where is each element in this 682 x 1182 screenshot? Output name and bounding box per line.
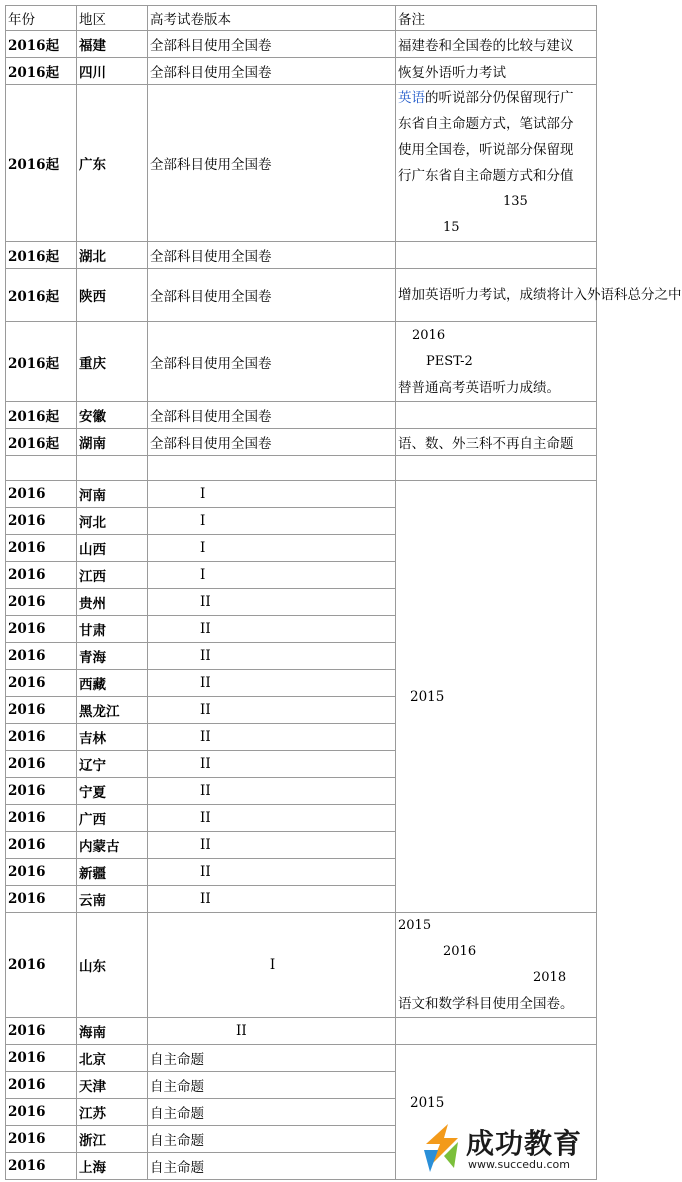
note-cell: 增加英语听力考试，成绩将计入外语科总分之中 bbox=[396, 269, 597, 322]
version-cell: 自主命题 bbox=[148, 1072, 396, 1099]
year-cell: 2016 bbox=[6, 1099, 77, 1126]
year-cell: 2016起 bbox=[6, 85, 77, 242]
note-number: 15 bbox=[443, 220, 460, 235]
empty-cell bbox=[148, 456, 396, 481]
header-version: 高考试卷版本 bbox=[148, 6, 396, 31]
note-cell bbox=[396, 85, 597, 242]
region-cell: 山东 bbox=[77, 913, 148, 1018]
year-cell: 2016 bbox=[6, 1045, 77, 1072]
region-cell: 江苏 bbox=[77, 1099, 148, 1126]
table-row bbox=[6, 269, 597, 322]
year-cell: 2016 bbox=[6, 1153, 77, 1180]
region-cell: 甘肃 bbox=[77, 616, 148, 643]
note-cell: 恢复外语听力考试 bbox=[396, 58, 597, 85]
note-cell: 2015 bbox=[396, 1045, 597, 1180]
year-cell: 2016 bbox=[6, 670, 77, 697]
year-cell: 2016 bbox=[6, 589, 77, 616]
year-cell: 2016 bbox=[6, 1018, 77, 1045]
region-cell: 内蒙古 bbox=[77, 832, 148, 859]
version-cell: II bbox=[148, 832, 396, 859]
table-row bbox=[6, 242, 597, 269]
note-line: 的听说部分仍保留现行广 bbox=[425, 90, 574, 106]
region-cell: 宁夏 bbox=[77, 778, 148, 805]
region-cell: 海南 bbox=[77, 1018, 148, 1045]
region-cell: 四川 bbox=[77, 58, 148, 85]
table-row bbox=[6, 31, 597, 58]
version-cell: 全部科目使用全国卷 bbox=[148, 322, 396, 402]
table-row bbox=[6, 58, 597, 85]
note-cell bbox=[396, 322, 597, 402]
version-cell: 自主命题 bbox=[148, 1153, 396, 1180]
year-cell: 2016 bbox=[6, 778, 77, 805]
note-line: PEST-2 bbox=[426, 353, 473, 369]
year-cell: 2016 bbox=[6, 913, 77, 1018]
empty-row bbox=[6, 456, 597, 481]
note-number: 135 bbox=[503, 194, 528, 209]
logo-icon bbox=[418, 1120, 464, 1176]
empty-cell bbox=[77, 456, 148, 481]
year-cell: 2016 bbox=[6, 508, 77, 535]
version-cell: 自主命题 bbox=[148, 1099, 396, 1126]
version-cell: II bbox=[148, 859, 396, 886]
year-cell: 2016 bbox=[6, 832, 77, 859]
year-cell: 2016 bbox=[6, 1126, 77, 1153]
table-row bbox=[6, 481, 597, 508]
year-cell: 2016起 bbox=[6, 402, 77, 429]
region-cell: 天津 bbox=[77, 1072, 148, 1099]
region-cell: 上海 bbox=[77, 1153, 148, 1180]
english-link[interactable]: 英语 bbox=[398, 90, 425, 106]
version-cell: 全部科目使用全国卷 bbox=[148, 402, 396, 429]
empty-cell bbox=[396, 456, 597, 481]
region-cell: 广西 bbox=[77, 805, 148, 832]
region-cell: 湖北 bbox=[77, 242, 148, 269]
region-cell: 西藏 bbox=[77, 670, 148, 697]
version-cell: II bbox=[148, 1018, 396, 1045]
year-cell: 2016 bbox=[6, 481, 77, 508]
year-cell: 2016 bbox=[6, 697, 77, 724]
year-cell: 2016 bbox=[6, 535, 77, 562]
year-cell: 2016起 bbox=[6, 31, 77, 58]
version-cell: I bbox=[148, 535, 396, 562]
note-cell bbox=[396, 242, 597, 269]
region-cell: 河南 bbox=[77, 481, 148, 508]
header-year: 年份 bbox=[6, 6, 77, 31]
header-note: 备注 bbox=[396, 6, 597, 31]
year-cell: 2016起 bbox=[6, 322, 77, 402]
table-row bbox=[6, 913, 597, 1018]
region-cell: 山西 bbox=[77, 535, 148, 562]
version-cell: II bbox=[148, 778, 396, 805]
region-cell: 云南 bbox=[77, 886, 148, 913]
year-cell: 2016 bbox=[6, 751, 77, 778]
logo-text: 成功教育 bbox=[466, 1127, 583, 1160]
note-line: 使用全国卷，听说部分保留现 bbox=[398, 142, 574, 158]
brand-logo bbox=[418, 1120, 596, 1176]
region-cell: 湖南 bbox=[77, 429, 148, 456]
note-line: 替普通高考英语听力成绩。 bbox=[398, 379, 560, 396]
region-cell: 河北 bbox=[77, 508, 148, 535]
note-line: 2016 bbox=[412, 327, 446, 343]
version-cell: II bbox=[148, 643, 396, 670]
region-cell: 吉林 bbox=[77, 724, 148, 751]
version-cell: II bbox=[148, 805, 396, 832]
version-cell: II bbox=[148, 589, 396, 616]
version-cell: 全部科目使用全国卷 bbox=[148, 58, 396, 85]
note-line: 东省自主命题方式，笔试部分 bbox=[398, 116, 574, 132]
year-cell: 2016 bbox=[6, 1072, 77, 1099]
note-cell: 2015 bbox=[396, 481, 597, 913]
note-line: 2015 bbox=[398, 918, 432, 933]
empty-cell bbox=[6, 456, 77, 481]
year-cell: 2016起 bbox=[6, 242, 77, 269]
year-cell: 2016 bbox=[6, 562, 77, 589]
version-cell: 全部科目使用全国卷 bbox=[148, 429, 396, 456]
note-line: 2018 bbox=[533, 970, 567, 985]
header-region: 地区 bbox=[77, 6, 148, 31]
version-cell: II bbox=[148, 724, 396, 751]
note-cell: 福建卷和全国卷的比较与建议 bbox=[396, 31, 597, 58]
region-cell: 青海 bbox=[77, 643, 148, 670]
region-cell: 北京 bbox=[77, 1045, 148, 1072]
note-line: 行广东省自主命题方式和分值 bbox=[398, 168, 574, 184]
year-cell: 2016起 bbox=[6, 269, 77, 322]
version-cell: II bbox=[148, 616, 396, 643]
logo-url: www.succedu.com bbox=[468, 1158, 570, 1171]
year-cell: 2016 bbox=[6, 724, 77, 751]
note-cell bbox=[396, 1018, 597, 1045]
note-cell: 语、数、外三科不再自主命题 bbox=[396, 429, 597, 456]
region-cell: 江西 bbox=[77, 562, 148, 589]
table-row bbox=[6, 402, 597, 429]
region-cell: 福建 bbox=[77, 31, 148, 58]
year-cell: 2016 bbox=[6, 859, 77, 886]
version-cell: 全部科目使用全国卷 bbox=[148, 85, 396, 242]
note-line: 语文和数学科目使用全国卷。 bbox=[398, 996, 574, 1012]
version-cell: 自主命题 bbox=[148, 1045, 396, 1072]
region-cell: 黑龙江 bbox=[77, 697, 148, 724]
year-cell: 2016 bbox=[6, 616, 77, 643]
version-cell: II bbox=[148, 697, 396, 724]
version-cell: 全部科目使用全国卷 bbox=[148, 269, 396, 322]
region-cell: 陕西 bbox=[77, 269, 148, 322]
version-cell: I bbox=[148, 913, 396, 1018]
region-cell: 广东 bbox=[77, 85, 148, 242]
region-cell: 新疆 bbox=[77, 859, 148, 886]
note-cell bbox=[396, 402, 597, 429]
version-cell: II bbox=[148, 670, 396, 697]
note-line: 2016 bbox=[443, 944, 477, 959]
version-cell: I bbox=[148, 508, 396, 535]
table-row bbox=[6, 322, 597, 402]
region-cell: 浙江 bbox=[77, 1126, 148, 1153]
region-cell: 贵州 bbox=[77, 589, 148, 616]
year-cell: 2016 bbox=[6, 805, 77, 832]
table-row bbox=[6, 85, 597, 242]
year-cell: 2016 bbox=[6, 886, 77, 913]
table-row bbox=[6, 1045, 597, 1072]
year-cell: 2016 bbox=[6, 643, 77, 670]
version-cell: 全部科目使用全国卷 bbox=[148, 242, 396, 269]
version-cell: II bbox=[148, 751, 396, 778]
version-cell: 全部科目使用全国卷 bbox=[148, 31, 396, 58]
version-cell: I bbox=[148, 481, 396, 508]
year-cell: 2016起 bbox=[6, 58, 77, 85]
table-row bbox=[6, 1018, 597, 1045]
year-cell: 2016起 bbox=[6, 429, 77, 456]
region-cell: 重庆 bbox=[77, 322, 148, 402]
version-cell: 自主命题 bbox=[148, 1126, 396, 1153]
version-cell: II bbox=[148, 886, 396, 913]
note-cell bbox=[396, 913, 597, 1018]
header-row bbox=[6, 6, 597, 31]
table-row bbox=[6, 429, 597, 456]
version-cell: I bbox=[148, 562, 396, 589]
region-cell: 安徽 bbox=[77, 402, 148, 429]
region-cell: 辽宁 bbox=[77, 751, 148, 778]
exam-version-table bbox=[5, 5, 682, 1180]
